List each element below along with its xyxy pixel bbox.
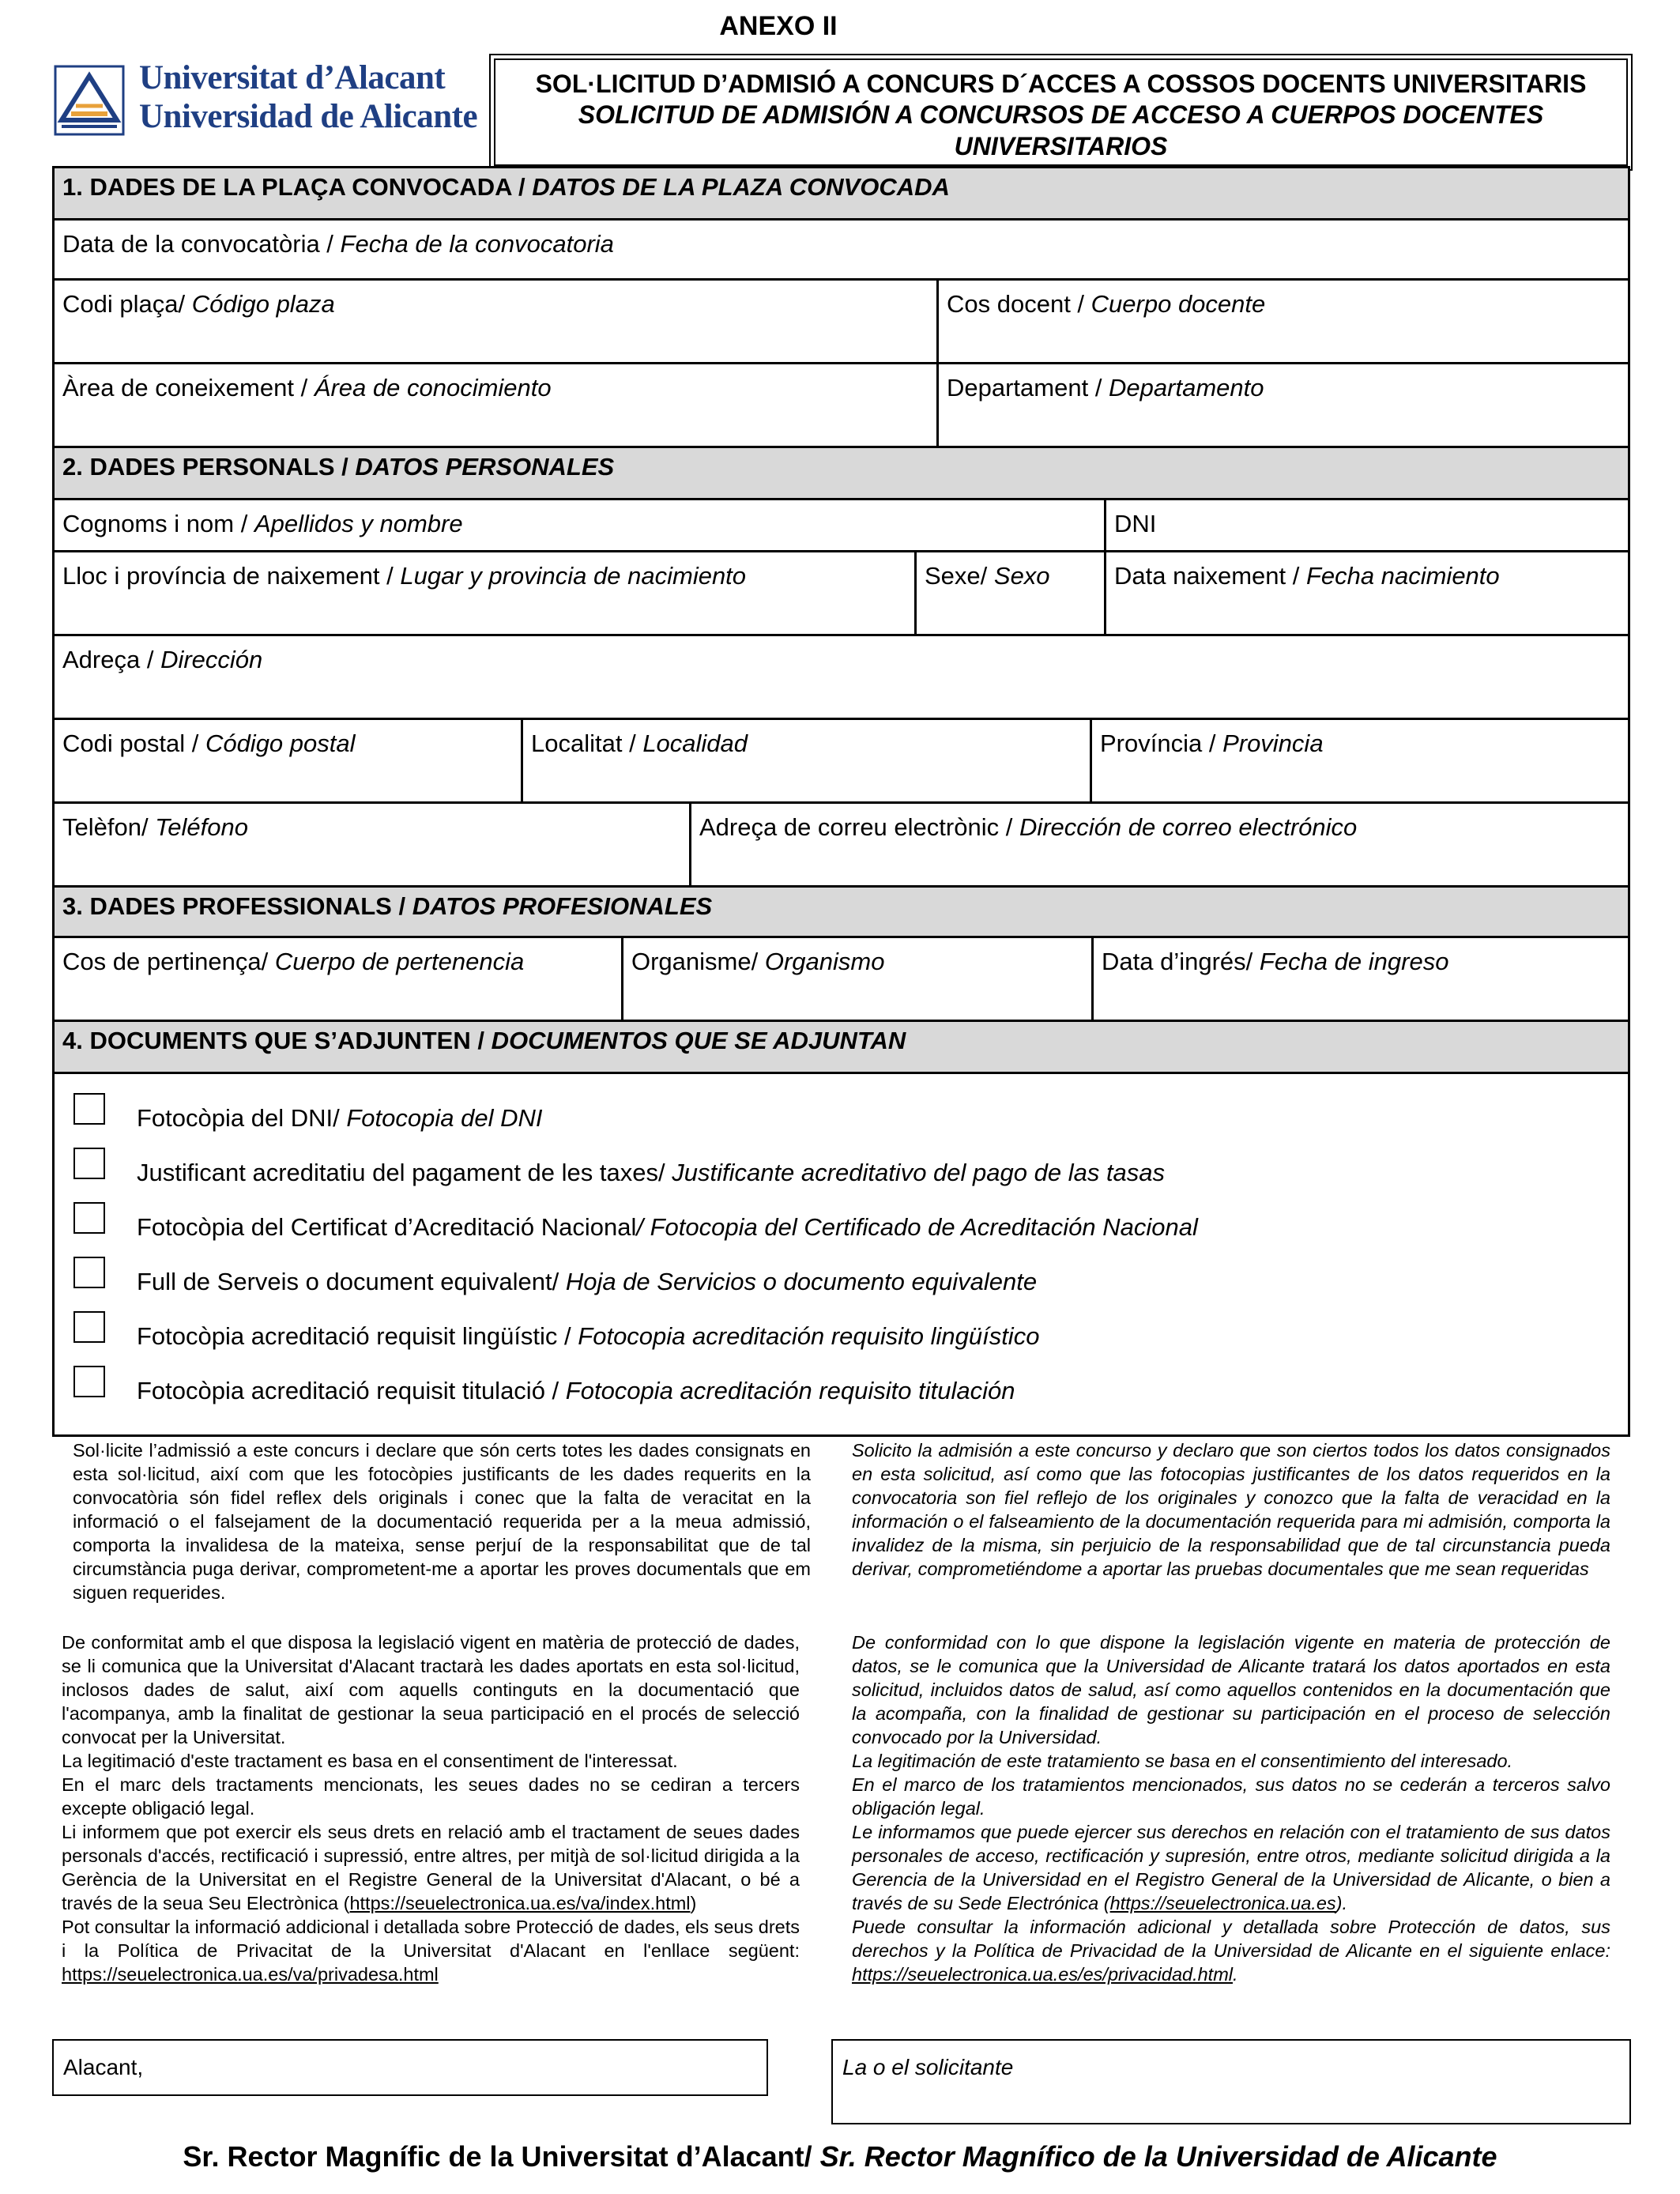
document-item: Full de Serveis o document equivalent/ Hoja de Servicios o documento equivalente (137, 1268, 1038, 1295)
field-area-coneixement[interactable]: Àrea de coneixement / Área de conocimiento (55, 364, 939, 448)
declaration-spanish: Solicito la admisión a este concurso y declaro que son ciertos todos los datos consignados en esta solicitud, así como que las fotocopias justificantes de los datos requeridos en la convocatoria son fiel reflejo de los originales y conozco que la falta de veracidad en la información o el falseamiento de la documentación requerida para mi admisión, comporta la invalidez de la misma, sin perjuicio de la responsabilidad que de tal circunstancia pueda derivar, comprometiéndome a aportar las pruebas documentales que me sean requeridas (852, 1440, 1610, 1579)
field-dni[interactable]: DNI (1106, 500, 1628, 552)
privacy-catalan: De conformitat amb el que disposa la legislació vigent en matèria de protecció de dades, se li comunica que la Universitat d'Alacant tractarà les dades aportats en esta sol·licitud, inclosos dades de salut, així com aquells continguts en la documentació que l'acompanya, amb la finalitat de gestionar la seua participació en el procés de selecció convocat per la Universitat. La legitimació d'este tractament es basa en el consentiment de l'interessat. En el marc dels tractaments mencionats, les seues dades no se cediran a tercers excepte obligació legal. Li informem que pot exercir els seus drets en relació amb el tractament de seues dades personals d'accés, rectificació i supressió, entre altres, per mitjà de sol·licitud dirigida a la Gerència de la Universitat en el Registre General de la Universitat d'Alacant, o bé a través de la seua Seu Electrònica (https://seuelectronica.ua.es/va/index.html) Pot consultar la informació addicional i detallada sobre Protecció de dades, els seus drets i la Política de Privacitat de la Universitat d'Alacant en l'enllace següent: https://seuelectronica.ua.es/va/privadesa.html (62, 1632, 800, 1985)
field-sexe[interactable]: Sexe/ Sexo (917, 552, 1106, 636)
field-cos-pertinenca[interactable]: Cos de pertinença/ Cuerpo de pertenencia (55, 938, 623, 1022)
place-date-field[interactable] (52, 2039, 768, 2096)
field-data-ingres[interactable]: Data d’ingrés/ Fecha de ingreso (1094, 938, 1628, 1022)
title-catalan: SOL·LICITUD D’ADMISIÓ A CONCURS D´ACCES A COSSOS DOCENTS UNIVERSITARIS (535, 70, 1587, 98)
privacy-spanish: De conformidad con lo que dispone la legislación vigente en materia de protección de datos, se le comunica que la Universidad de Alicante tratará los datos aportados en esta solicitud, incluidos datos de salud, así como aquellos contenidos en la documentación que la acompaña, con la finalidad de gestionar su participación en el proceso de selección convocado por la Universidad. La legitimación de este tratamiento se basa en el consentimiento del interesado. En el marco de los tratamientos mencionados, sus datos no se cederán a terceros salvo obligación legal. Le informamos que puede ejercer sus derechos en relación con el tratamiento de sus datos personales de acceso, rectificación y supresión, entre otros, mediante solicitud dirigida a la Gerencia de la Universidad en el Registro General de la Universidad de Alicante, o bien a través de su Sede Electrónica (https://seuelectronica.ua.es). Puede consultar la información adicional y detallada sobre Protección de datos, sus derechos y la Política de Privacidad de la Universidad de Alicante en el siguiente enlace: https://seuelectronica.ua.es/es/privacidad.html. (852, 1632, 1610, 1985)
title-spanish-line-1: SOLICITUD DE ADMISIÓN A CONCURSOS DE ACCESO A CUERPOS DOCENTES (578, 100, 1544, 129)
logo-line-1: Universitat d’Alacant (139, 59, 446, 96)
document-item: Justificant acreditatiu del pagament de les taxes/ Justificante acreditativo del pago de las tasas (137, 1159, 1166, 1186)
title-spanish-line-2: UNIVERSITARIOS (954, 132, 1168, 160)
field-cognoms-nom[interactable]: Cognoms i nom / Apellidos y nombre (55, 500, 1106, 552)
section-1-header: 1. DADES DE LA PLAÇA CONVOCADA / DATOS DE LA PLAZA CONVOCADA (55, 168, 1628, 221)
field-codi-placa[interactable]: Codi plaça/ Código plaza (55, 281, 939, 364)
document-item: Fotocòpia del DNI/ Fotocopia del DNI (137, 1104, 543, 1132)
field-localitat[interactable]: Localitat / Localidad (523, 720, 1092, 804)
field-email[interactable]: Adreça de correu electrònic / Dirección de correo electrónico (691, 804, 1628, 888)
annex-title: ANEXO II (719, 11, 838, 41)
field-organisme[interactable]: Organisme/ Organismo (623, 938, 1094, 1022)
document-item: Fotocòpia del Certificat d’Acreditació Nacional/ Fotocopia del Certificado de Acreditación Nacional (137, 1213, 1198, 1241)
university-logo (54, 58, 480, 145)
field-adreca[interactable]: Adreça / Dirección (55, 636, 1628, 720)
application-form (52, 166, 1630, 1437)
field-telefon[interactable]: Telèfon/ Teléfono (55, 804, 691, 888)
addressee: Sr. Rector Magnífic de la Universitat d’Alacant/ Sr. Rector Magnífico de la Universidad de Alicante (183, 2140, 1497, 2173)
document-item: Fotocòpia acreditació requisit lingüístic / Fotocopia acreditación requisito lingüístico (137, 1322, 1040, 1350)
checkbox-taxes[interactable] (73, 1148, 105, 1179)
checkbox-linguistic[interactable] (73, 1311, 105, 1343)
checkbox-acreditacio[interactable] (73, 1202, 105, 1234)
checkbox-dni[interactable] (73, 1093, 105, 1125)
link-sede-privacidad[interactable]: https://seuelectronica.ua.es/es/privacidad.html (852, 1964, 1234, 1985)
field-departament[interactable]: Departament / Departamento (939, 364, 1628, 448)
document-item: Fotocòpia acreditació requisit titulació / Fotocopia acreditación requisito titulación (137, 1377, 1015, 1404)
checkbox-full-serveis[interactable] (73, 1257, 105, 1288)
applicant-label: La o el solicitante (842, 2055, 1014, 2079)
section-4-header: 4. DOCUMENTS QUE S’ADJUNTEN / DOCUMENTOS QUE SE ADJUNTAN (55, 1022, 1628, 1074)
section-3-header: 3. DADES PROFESSIONALS / DATOS PROFESIONALES (55, 888, 1628, 938)
form-title-box (494, 58, 1628, 166)
place-label: Alacant, (63, 2055, 144, 2079)
checkbox-titulacio[interactable] (73, 1366, 105, 1397)
declaration-catalan: Sol·licite l’admissió a este concurs i declare que són certs totes les dades consignats en esta sol·licitud, així com que les fotocòpies justificants de les dades requerits en la convocatòria són fidel reflex dels originals i conec que la falta de veracitat en la informació o el falsejament de la documentació requerida per a la meua admissió, comporta la invalidesa de la mateixa, sense perjuí de la responsabilitat que de tal circumstància puga derivar, comprometent-me a aportar les proves documentals que em siguen requerides. (73, 1440, 811, 1603)
applicant-signature-field[interactable] (831, 2039, 1631, 2124)
university-emblem-icon (54, 65, 125, 136)
link-sede[interactable]: https://seuelectronica.ua.es (1109, 1893, 1336, 1913)
field-lloc-naixement[interactable]: Lloc i província de naixement / Lugar y provincia de nacimiento (55, 552, 917, 636)
link-seu-index[interactable]: https://seuelectronica.ua.es/va/index.html (349, 1893, 691, 1913)
link-seu-privadesa[interactable]: https://seuelectronica.ua.es/va/privadesa.html (62, 1964, 439, 1985)
field-codi-postal[interactable]: Codi postal / Código postal (55, 720, 523, 804)
field-convocatoria[interactable]: Data de la convocatòria / Fecha de la convocatoria (55, 221, 1628, 281)
logo-line-2: Universidad de Alicante (139, 98, 478, 135)
section-2-header: 2. DADES PERSONALS / DATOS PERSONALES (55, 448, 1628, 500)
field-data-naixement[interactable]: Data naixement / Fecha nacimiento (1106, 552, 1628, 636)
field-provincia[interactable]: Província / Provincia (1092, 720, 1628, 804)
field-cos-docent[interactable]: Cos docent / Cuerpo docente (939, 281, 1628, 364)
